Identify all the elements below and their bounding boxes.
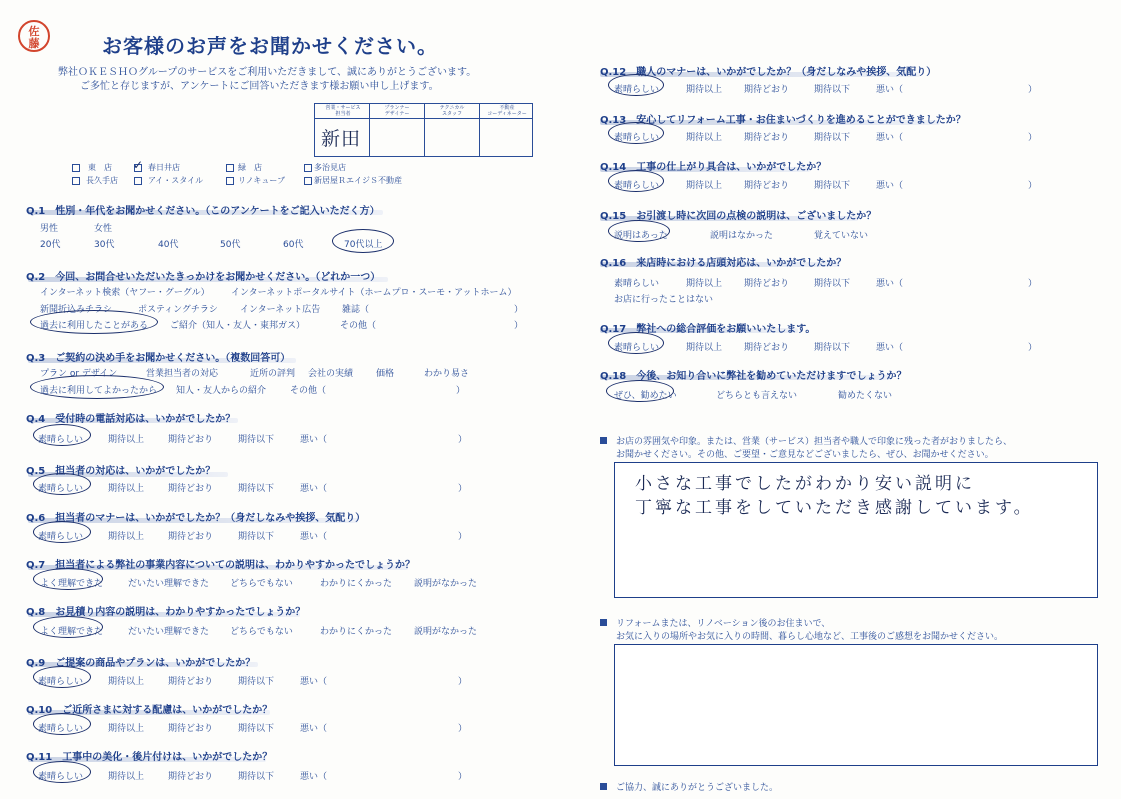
q13-label: Q.13 安心してリフォーム工事・お住まいづくりを進めることができましたか？ bbox=[600, 115, 966, 126]
rating-close-paren: ） bbox=[458, 724, 468, 734]
rating-option[interactable]: 期待以上 bbox=[686, 279, 723, 289]
q16-option[interactable]: お店に行ったことはない bbox=[614, 295, 714, 305]
rating-option[interactable]: 期待どおり bbox=[168, 484, 214, 494]
page-title: お客様のお声をお聞かせください。 bbox=[102, 34, 438, 58]
rating-option[interactable]: 期待以上 bbox=[108, 677, 145, 687]
rating-option[interactable]: 期待以上 bbox=[108, 435, 145, 445]
q15-option[interactable]: 説明はなかった bbox=[710, 231, 774, 241]
comment1-prompt-1: お店の雰囲気や印象。または、営業（サービス）担当者や職人で印象に残った者がおりましたら、 bbox=[616, 437, 1013, 447]
rating-option[interactable]: 悪い（ bbox=[876, 133, 904, 143]
rating-close-paren: ） bbox=[1028, 343, 1038, 353]
q10-label: Q.10 ご近所さまに対する配慮は、いかがでしたか？ bbox=[26, 705, 273, 716]
staff-header-planner: プランナー デザイナー bbox=[384, 105, 410, 117]
q4-label: Q.4 受付時の電話対応は、いかがでしたか？ bbox=[26, 414, 236, 425]
q2-option[interactable]: ポスティングチラシ bbox=[138, 305, 218, 315]
branch-label: 東 店 bbox=[88, 163, 112, 172]
q8-option[interactable]: 説明がなかった bbox=[414, 627, 478, 637]
rating-option[interactable]: 素晴らしい bbox=[38, 772, 84, 782]
rating-close-paren: ） bbox=[458, 484, 468, 494]
rating-option[interactable]: 期待以上 bbox=[108, 772, 145, 782]
staff-header-realestate: 不動産 コーディネーター bbox=[487, 105, 527, 117]
q1-option[interactable]: 50代 bbox=[220, 240, 241, 250]
rating-option[interactable]: 期待以上 bbox=[686, 133, 723, 143]
branch-label: 緑 店 bbox=[238, 163, 262, 172]
rating-option[interactable]: 悪い（ bbox=[300, 484, 328, 494]
rating-option[interactable]: 悪い（ bbox=[876, 85, 904, 95]
comment2-prompt-2: お気に入りの場所やお気に入りの時間、暮らし心地など、工事後のご感想をお聞かせください。 bbox=[616, 632, 1004, 642]
rating-option[interactable]: 悪い（ bbox=[300, 435, 328, 445]
footer-thanks: ご協力、誠にありがとうございました。 bbox=[616, 783, 779, 793]
rating-option[interactable]: 期待以下 bbox=[238, 724, 275, 734]
q12-label: Q.12 職人のマナーは、いかがでしたか？（身だしなみや挨拶、気配り） bbox=[600, 67, 937, 78]
q2-option[interactable]: インターネット検索（ヤフー・グーグル） bbox=[40, 288, 210, 298]
q1-option[interactable]: 40代 bbox=[158, 240, 179, 250]
sato-seal-stamp: 佐 藤 bbox=[18, 20, 50, 52]
intro-line-1: 弊社ＯＫＥＳＨＯグループのサービスをご利用いただきまして、誠にありがとうございます。 bbox=[58, 67, 477, 78]
staff-header-technical: テクニカル スタッフ bbox=[439, 105, 465, 117]
comment1-prompt-2: お聞かせください。その他、ご要望・ご意見などございましたら、ぜひ、お聞かせください。 bbox=[616, 450, 994, 460]
rating-option[interactable]: 期待以上 bbox=[686, 85, 723, 95]
rating-option[interactable]: 悪い（ bbox=[300, 677, 328, 687]
q1-option[interactable]: 60代 bbox=[283, 240, 304, 250]
q8-label: Q.8 お見積り内容の説明は、わかりやすかったでしょうか？ bbox=[26, 607, 306, 618]
q7-option[interactable]: だいたい理解できた bbox=[128, 579, 210, 589]
rating-option[interactable]: 期待どおり bbox=[168, 724, 214, 734]
rating-option[interactable]: 悪い（ bbox=[876, 279, 904, 289]
rating-option[interactable]: 期待どおり bbox=[744, 133, 790, 143]
q2-label: Q.2 今回、お問合せいただいたきっかけをお聞かせください。（どれか一つ） bbox=[26, 272, 381, 283]
rating-option[interactable]: 悪い（ bbox=[300, 772, 328, 782]
rating-option[interactable]: 素晴らしい bbox=[38, 435, 84, 445]
branch-checkbox[interactable] bbox=[226, 164, 234, 172]
branch-label: 春日井店 bbox=[148, 163, 180, 172]
checkmark-icon: ✓ bbox=[133, 158, 144, 172]
branch-checkbox[interactable] bbox=[304, 177, 312, 185]
q2-option[interactable]: 雑誌（ bbox=[342, 305, 370, 315]
rating-option[interactable]: 悪い（ bbox=[300, 532, 328, 542]
q5-label: Q.5 担当者の対応は、いかがでしたか？ bbox=[26, 466, 216, 477]
rating-close-paren: ） bbox=[458, 532, 468, 542]
q2-option[interactable]: 新聞折込みチラシ bbox=[40, 305, 113, 315]
q15-label: Q.15 お引渡し時に次回の点検の説明は、ございましたか？ bbox=[600, 211, 877, 222]
selection-circle bbox=[606, 380, 674, 402]
branch-checkbox[interactable] bbox=[304, 164, 312, 172]
rating-option[interactable]: 期待以上 bbox=[108, 532, 145, 542]
rating-option[interactable]: 期待以上 bbox=[686, 181, 723, 191]
rating-option[interactable]: 素晴らしい bbox=[38, 484, 84, 494]
q11-label: Q.11 工事中の美化・後片付けは、いかがでしたか？ bbox=[26, 752, 273, 763]
q7-label: Q.7 担当者による弊社の事業内容についての説明は、わかりやすかったでしょうか？ bbox=[26, 560, 416, 571]
q8-option[interactable]: どちらでもない bbox=[230, 627, 293, 637]
branch-label: 長久手店 bbox=[86, 176, 118, 185]
q6-label: Q.6 担当者のマナーは、いかがでしたか？（身だしなみや挨拶、気配り） bbox=[26, 513, 366, 524]
q8-option[interactable]: わかりにくかった bbox=[320, 627, 393, 637]
rating-option[interactable]: 悪い（ bbox=[300, 724, 328, 734]
q18-option[interactable]: どちらとも言えない bbox=[716, 391, 798, 401]
q16-label: Q.16 来店時における店頭対応は、いかがでしたか？ bbox=[600, 258, 847, 269]
q3-option[interactable]: プラン or デザイン bbox=[40, 369, 118, 379]
rating-close-paren: ） bbox=[1028, 181, 1038, 191]
rating-option[interactable]: 期待以下 bbox=[814, 343, 851, 353]
rating-option[interactable]: 素晴らしい bbox=[614, 343, 660, 353]
bullet-square-icon bbox=[600, 437, 607, 444]
rating-option[interactable]: 素晴らしい bbox=[38, 724, 84, 734]
branch-label: リノキューブ bbox=[238, 176, 285, 185]
q2-option[interactable]: インターネットポータルサイト（ホームプロ・スーモ・アットホーム） bbox=[231, 288, 517, 298]
rating-option[interactable]: 素晴らしい bbox=[38, 532, 84, 542]
rating-option[interactable]: 悪い（ bbox=[876, 181, 904, 191]
branch-checkbox[interactable] bbox=[226, 177, 234, 185]
rating-option[interactable]: 素晴らしい bbox=[614, 85, 660, 95]
q1-option-selected[interactable]: 70代以上 bbox=[344, 240, 383, 250]
q7-option-selected[interactable]: よく理解できた bbox=[40, 579, 104, 589]
selection-circle bbox=[608, 220, 670, 242]
rating-option[interactable]: 期待以下 bbox=[238, 677, 275, 687]
selection-circle bbox=[33, 616, 103, 638]
q1-option[interactable]: 20代 bbox=[40, 240, 61, 250]
q15-option-selected[interactable]: 説明はあった bbox=[614, 231, 668, 241]
bullet-square-icon bbox=[600, 783, 607, 790]
q18-option-selected[interactable]: ぜひ、勧めたい bbox=[614, 391, 677, 401]
q7-option[interactable]: わかりにくかった bbox=[320, 579, 393, 589]
q18-option[interactable]: 勧めたくない bbox=[838, 391, 893, 401]
rating-option[interactable]: 期待以上 bbox=[108, 724, 145, 734]
q2-option[interactable]: その他（ bbox=[340, 321, 377, 331]
q14-label: Q.14 工事の仕上がり具合は、いかがでしたか？ bbox=[600, 162, 827, 173]
rating-option[interactable]: 期待以下 bbox=[238, 772, 275, 782]
rating-close-paren: ） bbox=[458, 435, 468, 445]
q1-option[interactable]: 30代 bbox=[94, 240, 115, 250]
q2-option[interactable]: ご紹介（知人・友人・東邦ガス） bbox=[170, 321, 306, 331]
branch-checkbox[interactable] bbox=[72, 177, 80, 185]
rating-option[interactable]: 素晴らしい bbox=[614, 181, 660, 191]
comment1-handwriting-2: 丁寧な工事をしていただき感謝しています。 bbox=[635, 498, 1034, 518]
rating-option[interactable]: 素晴らしい bbox=[614, 133, 660, 143]
staff-table bbox=[314, 103, 533, 157]
branch-checkbox[interactable] bbox=[72, 164, 80, 172]
rating-option[interactable]: 素晴らしい bbox=[614, 279, 660, 289]
rating-option[interactable]: 期待どおり bbox=[744, 343, 790, 353]
rating-close-paren: ） bbox=[458, 772, 468, 782]
selection-circle bbox=[30, 375, 164, 399]
rating-option[interactable]: 期待以上 bbox=[108, 484, 145, 494]
q3-option[interactable]: 知人・友人からの紹介 bbox=[176, 386, 267, 396]
comment2-textbox[interactable] bbox=[614, 644, 1098, 766]
rating-close-paren: ） bbox=[1028, 85, 1038, 95]
q8-option[interactable]: だいたい理解できた bbox=[128, 627, 210, 637]
q3-option[interactable]: 価格 bbox=[376, 369, 395, 379]
q1-option[interactable]: 女性 bbox=[94, 224, 113, 234]
selection-circle bbox=[30, 310, 158, 334]
rating-option[interactable]: 期待どおり bbox=[168, 772, 214, 782]
q7-option[interactable]: どちらでもない bbox=[230, 579, 293, 589]
q1-label: Q.1 性別・年代をお聞かせください。（このアンケートをご記入いただく方） bbox=[26, 206, 380, 217]
branch-label: 新居屋ＲエイジＳ不動産 bbox=[314, 176, 402, 185]
q8-option-selected[interactable]: よく理解できた bbox=[40, 627, 104, 637]
q18-label: Q.18 今後、お知り合いに弊社を勧めていただけますでしょうか？ bbox=[600, 371, 907, 382]
rating-option[interactable]: 期待以下 bbox=[814, 279, 851, 289]
staff-handwritten-name[interactable]: 新田 bbox=[321, 128, 362, 150]
rating-option[interactable]: 素晴らしい bbox=[38, 677, 84, 687]
q2-option-selected[interactable]: 過去に利用したことがある bbox=[40, 321, 149, 331]
rating-option[interactable]: 期待以下 bbox=[238, 532, 275, 542]
q3-option[interactable]: 近所の評判 bbox=[250, 369, 296, 379]
selection-circle bbox=[332, 229, 394, 253]
comment1-handwriting-1: 小さな工事でしたがわかり安い説明に bbox=[635, 474, 975, 494]
rating-close-paren: ） bbox=[1028, 279, 1038, 289]
branch-label: アイ・スタイル bbox=[148, 176, 204, 185]
q7-option[interactable]: 説明がなかった bbox=[414, 579, 478, 589]
rating-close-paren: ） bbox=[458, 677, 468, 687]
rating-option[interactable]: 期待どおり bbox=[744, 181, 790, 191]
q15-option[interactable]: 覚えていない bbox=[814, 231, 869, 241]
selection-circle bbox=[33, 568, 103, 590]
branch-checkbox[interactable] bbox=[134, 177, 142, 185]
q1-option[interactable]: 男性 bbox=[40, 224, 59, 234]
rating-close-paren: ） bbox=[1028, 133, 1038, 143]
rating-option[interactable]: 期待どおり bbox=[168, 677, 214, 687]
q17-label: Q.17 弊社への総合評価をお願いいたします。 bbox=[600, 324, 816, 335]
bullet-square-icon bbox=[600, 619, 607, 626]
rating-option[interactable]: 期待以下 bbox=[814, 181, 851, 191]
rating-option[interactable]: 期待以下 bbox=[238, 484, 275, 494]
comment2-prompt-1: リフォームまたは、リノベーション後のお住まいで、 bbox=[616, 619, 831, 629]
q3-option[interactable]: その他（ bbox=[290, 386, 327, 396]
rating-option[interactable]: 期待以下 bbox=[238, 435, 275, 445]
rating-option[interactable]: 期待以下 bbox=[814, 133, 851, 143]
q2-option[interactable]: インターネット広告 bbox=[240, 305, 321, 315]
rating-option[interactable]: 悪い（ bbox=[876, 343, 904, 353]
q3-label: Q.3 ご契約の決め手をお聞かせください。（複数回答可） bbox=[26, 353, 291, 364]
intro-line-2: ご多忙と存じますが、アンケートにご回答いただきます様お願い申し上げます。 bbox=[80, 81, 439, 92]
staff-header-sales: 営業・サービス 担当者 bbox=[325, 105, 361, 117]
q3-option[interactable]: わかり易さ bbox=[424, 369, 470, 379]
rating-option[interactable]: 期待どおり bbox=[168, 435, 214, 445]
rating-option[interactable]: 期待以上 bbox=[686, 343, 723, 353]
q3-option[interactable]: 営業担当者の対応 bbox=[146, 369, 219, 379]
q9-label: Q.9 ご提案の商品やプランは、いかがでしたか？ bbox=[26, 658, 256, 669]
rating-option[interactable]: 期待どおり bbox=[168, 532, 214, 542]
rating-option[interactable]: 期待以下 bbox=[814, 85, 851, 95]
branch-label: 多治見店 bbox=[314, 163, 346, 172]
rating-option[interactable]: 期待どおり bbox=[744, 85, 790, 95]
q3-option[interactable]: 会社の実績 bbox=[308, 369, 354, 379]
q3-option-selected[interactable]: 過去に利用してよかったから bbox=[40, 386, 158, 396]
comment1-textbox[interactable] bbox=[614, 462, 1098, 598]
rating-option[interactable]: 期待どおり bbox=[744, 279, 790, 289]
